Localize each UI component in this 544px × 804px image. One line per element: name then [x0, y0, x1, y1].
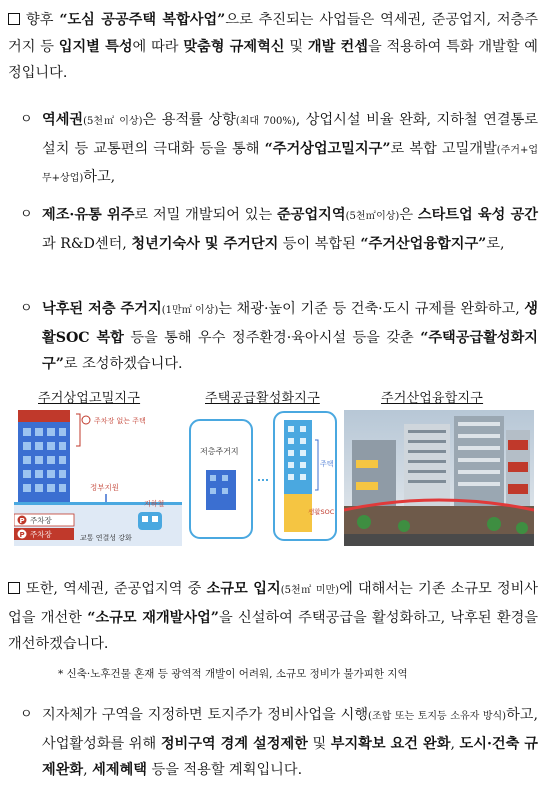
parking-p-icon-2: P — [19, 531, 25, 539]
intro-paragraph: 향후 “도심 공공주택 복합사업”으로 추진되는 사업들은 역세권, 준공업지, 저층주거지 등 입지별 특성에 따라 맞춤형 규제혁신 및 개발 컨셉을 적용하여 특화 개발할 예정입니다. — [8, 12, 538, 81]
station-area-item: ㅇ 역세권(5천㎡ 이상)은 용적률 상향(최대 700%), 상업시설 비율 완화, 지하철 연결통로 설치 등 교통편의 극대화 등을 통해 “주거상업고밀지구”로 복합 고밀개발(주거+업무+상업)하고, — [16, 107, 538, 193]
low-rise-diagram — [188, 410, 338, 546]
soc-label: 생활SOC — [308, 508, 335, 516]
checkbox-square-icon — [8, 582, 20, 594]
industrial-area-item: ㅇ 제조·유통 위주로 저밀 개발되어 있는 준공업지역(5천㎡이상)은 스타트업 육성 공간과 R&D센터, 청년기숙사 및 주거단지 등이 복합된 “주거산업융합지구”로, — [16, 202, 538, 257]
local-government-item: ㅇ 지자체가 구역을 지정하면 토지주가 정비사업을 시행(조합 또는 토지등 소유자 방식)하고, 사업활성화를 위해 정비구역 경계 설정제한 및 부지확보 요건 완화, 도시·건축 규제완화, 세제혜택 등을 적용할 계획입니다. — [16, 702, 538, 784]
housing-label: 주택 — [320, 460, 334, 468]
caption-residential-industrial: 주거산업융합지구 — [381, 391, 484, 406]
low-rise-area-item: ㅇ 낙후된 저층 주거지(1만㎡ 이상)는 채광·높이 기준 등 건축·도시 규제를 완화하고, 생활SOC 복합 등을 통해 우수 정주환경·육아시설 등을 갖춘 “주택공급활성화지구”로 조성하겠습니다. — [16, 296, 538, 378]
bullet-icon: ㅇ — [20, 207, 33, 222]
station-area-diagram — [14, 410, 182, 546]
no-parking-label: 주차장 없는 주택 — [94, 417, 146, 425]
parking-p-icon: P — [19, 517, 25, 525]
parking-label: 주차장 — [30, 516, 52, 525]
parking-label-2: 주차장 — [30, 530, 52, 539]
bullet-icon: ㅇ — [20, 112, 33, 127]
bullet-icon: ㅇ — [20, 301, 33, 316]
low-rise-illustration — [188, 410, 338, 546]
small-scale-paragraph: 또한, 역세권, 준공업지역 중 소규모 입지(5천㎡ 미만)에 대해서는 기존 소규모 정비사업을 개선한 “소규모 재개발사업”을 신설하여 주택공급을 활성화하고, 낙후된 환경을 개선하겠습니다. — [8, 581, 539, 652]
footnote: * 신축·노후건물 혼재 등 광역적 개발이 어려워, 소규모 정비가 불가피한 지역 — [58, 668, 408, 680]
checkbox-square-icon — [8, 13, 20, 25]
low-rise-label: 저층주거지 — [200, 447, 239, 456]
caption-residential-commercial: 주거상업고밀지구 — [38, 391, 141, 406]
station-area-illustration — [14, 410, 182, 546]
industrial-district-rendering — [344, 410, 534, 546]
transit-label: 교통 연결성 강화 — [80, 534, 132, 542]
district-photo-illustration — [344, 410, 534, 546]
caption-housing-supply: 주택공급활성화지구 — [205, 391, 320, 406]
gov-support-label: 정부지원 — [90, 483, 119, 492]
subway-label: 지하철 — [144, 500, 165, 508]
bullet-icon: ㅇ — [20, 707, 33, 722]
